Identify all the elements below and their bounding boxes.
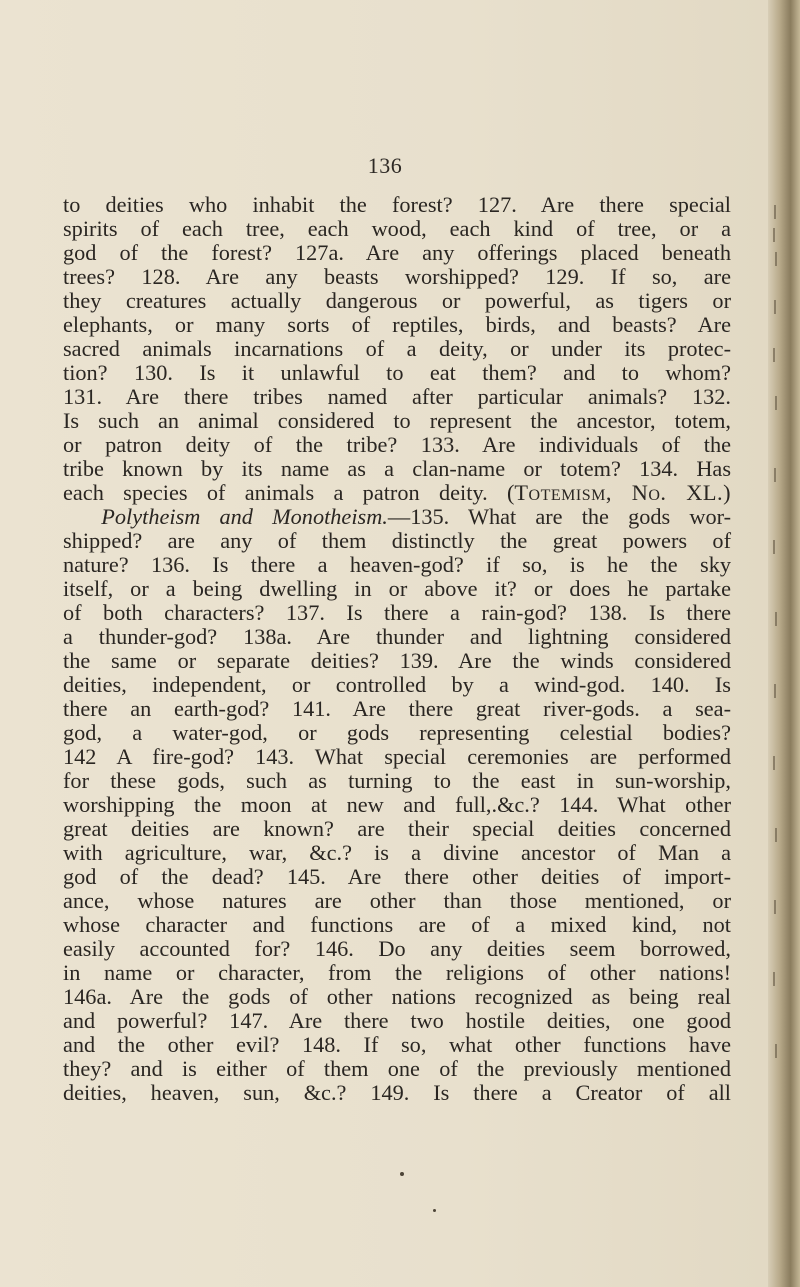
text-line: to deities who inhabit the forest? 127. Are there special (63, 192, 731, 217)
text-line: a thunder-god? 138a. Are thunder and lightning considered (63, 624, 731, 649)
text-line: trees? 128. Are any beasts worshipped? 129. If so, are (63, 264, 731, 289)
text-line: or patron deity of the tribe? 133. Are individuals of the (63, 432, 731, 457)
text-line: itself, or a being dwelling in or above it? or does he partake (63, 576, 731, 601)
text-line: god of the dead? 145. Are there other deities of import- (63, 864, 731, 889)
gutter-mark (773, 540, 775, 554)
text-line: they? and is either of them one of the previously mentioned (63, 1056, 731, 1081)
gutter-mark (773, 972, 775, 986)
text-line: elephants, or many sorts of reptiles, birds, and beasts? Are (63, 312, 731, 337)
text-fragment: —135. What are the gods wor- (387, 504, 731, 529)
text-line: tribe known by its name as a clan-name or totem? 134. Has (63, 456, 731, 481)
text-fragment: each species of animals a patron deity. ( (63, 480, 515, 505)
text-line: in name or character, from the religions of other nations! (63, 960, 731, 985)
section-heading: Polytheism and Monotheism. (101, 504, 388, 529)
section-heading-line (63, 505, 731, 529)
gutter-mark (773, 228, 775, 242)
text-line: great deities are known? are their special deities concerned (63, 816, 731, 841)
text-line: easily accounted for? 146. Do any deities seem borrowed, (63, 936, 731, 961)
text-line: and powerful? 147. Are there two hostile deities, one good (63, 1008, 731, 1033)
gutter-mark (774, 205, 776, 219)
text-line: deities, heaven, sun, &c.? 149. Is there a Creator of all (63, 1080, 731, 1105)
text-line: nature? 136. Is there a heaven-god? if so, is he the sky (63, 552, 731, 577)
text-line: 146a. Are the gods of other nations recognized as being real (63, 984, 731, 1009)
adjacent-page-edge (768, 0, 800, 1287)
text-line: 131. Are there tribes named after particular animals? 132. (63, 384, 731, 409)
gutter-mark (775, 252, 777, 266)
gutter-mark (775, 396, 777, 410)
text-line: tion? 130. Is it unlawful to eat them? and to whom? (63, 360, 731, 385)
cross-reference: Totemism, No. XL.) (514, 480, 731, 505)
gutter-mark (773, 756, 775, 770)
text-line: worshipping the moon at new and full,.&c.? 144. What other (63, 792, 731, 817)
gutter-mark (774, 468, 776, 482)
text-line: 142 A fire-god? 143. What special ceremonies are performed (63, 744, 731, 769)
text-line: god of the forest? 127a. Are any offerings placed beneath (63, 240, 731, 265)
text-line: of both characters? 137. Is there a rain-god? 138. Is there (63, 600, 731, 625)
body-text (63, 193, 731, 1105)
gutter-mark (775, 828, 777, 842)
text-line: spirits of each tree, each wood, each kind of tree, or a (63, 216, 731, 241)
text-line: Is such an animal considered to represent the ancestor, totem, (63, 408, 731, 433)
page-number: 136 (367, 153, 403, 178)
text-line-with-reference (63, 481, 731, 505)
text-line: deities, independent, or controlled by a wind-god. 140. Is (63, 672, 731, 697)
text-line: they creatures actually dangerous or powerful, as tigers or (63, 288, 731, 313)
gutter-mark (774, 684, 776, 698)
gutter-mark (774, 300, 776, 314)
text-line: and the other evil? 148. If so, what other functions have (63, 1032, 731, 1057)
text-line: ance, whose natures are other than those mentioned, or (63, 888, 731, 913)
text-line: god, a water-god, or gods representing celestial bodies? (63, 720, 731, 745)
text-line: with agriculture, war, &c.? is a divine ancestor of Man a (63, 840, 731, 865)
gutter-mark (775, 1044, 777, 1058)
text-line: whose character and functions are of a mixed kind, not (63, 912, 731, 937)
text-line: sacred animals incarnations of a deity, or under its protec- (63, 336, 731, 361)
text-line: shipped? are any of them distinctly the great powers of (63, 528, 731, 553)
text-line: there an earth-god? 141. Are there great river-gods. a sea- (63, 696, 731, 721)
paper-speck (433, 1209, 436, 1212)
gutter-mark (774, 900, 776, 914)
text-line: for these gods, such as turning to the east in sun-worship, (63, 768, 731, 793)
gutter-mark (773, 348, 775, 362)
paper-speck (400, 1172, 404, 1176)
gutter-mark (775, 612, 777, 626)
text-line: the same or separate deities? 139. Are the winds considered (63, 648, 731, 673)
